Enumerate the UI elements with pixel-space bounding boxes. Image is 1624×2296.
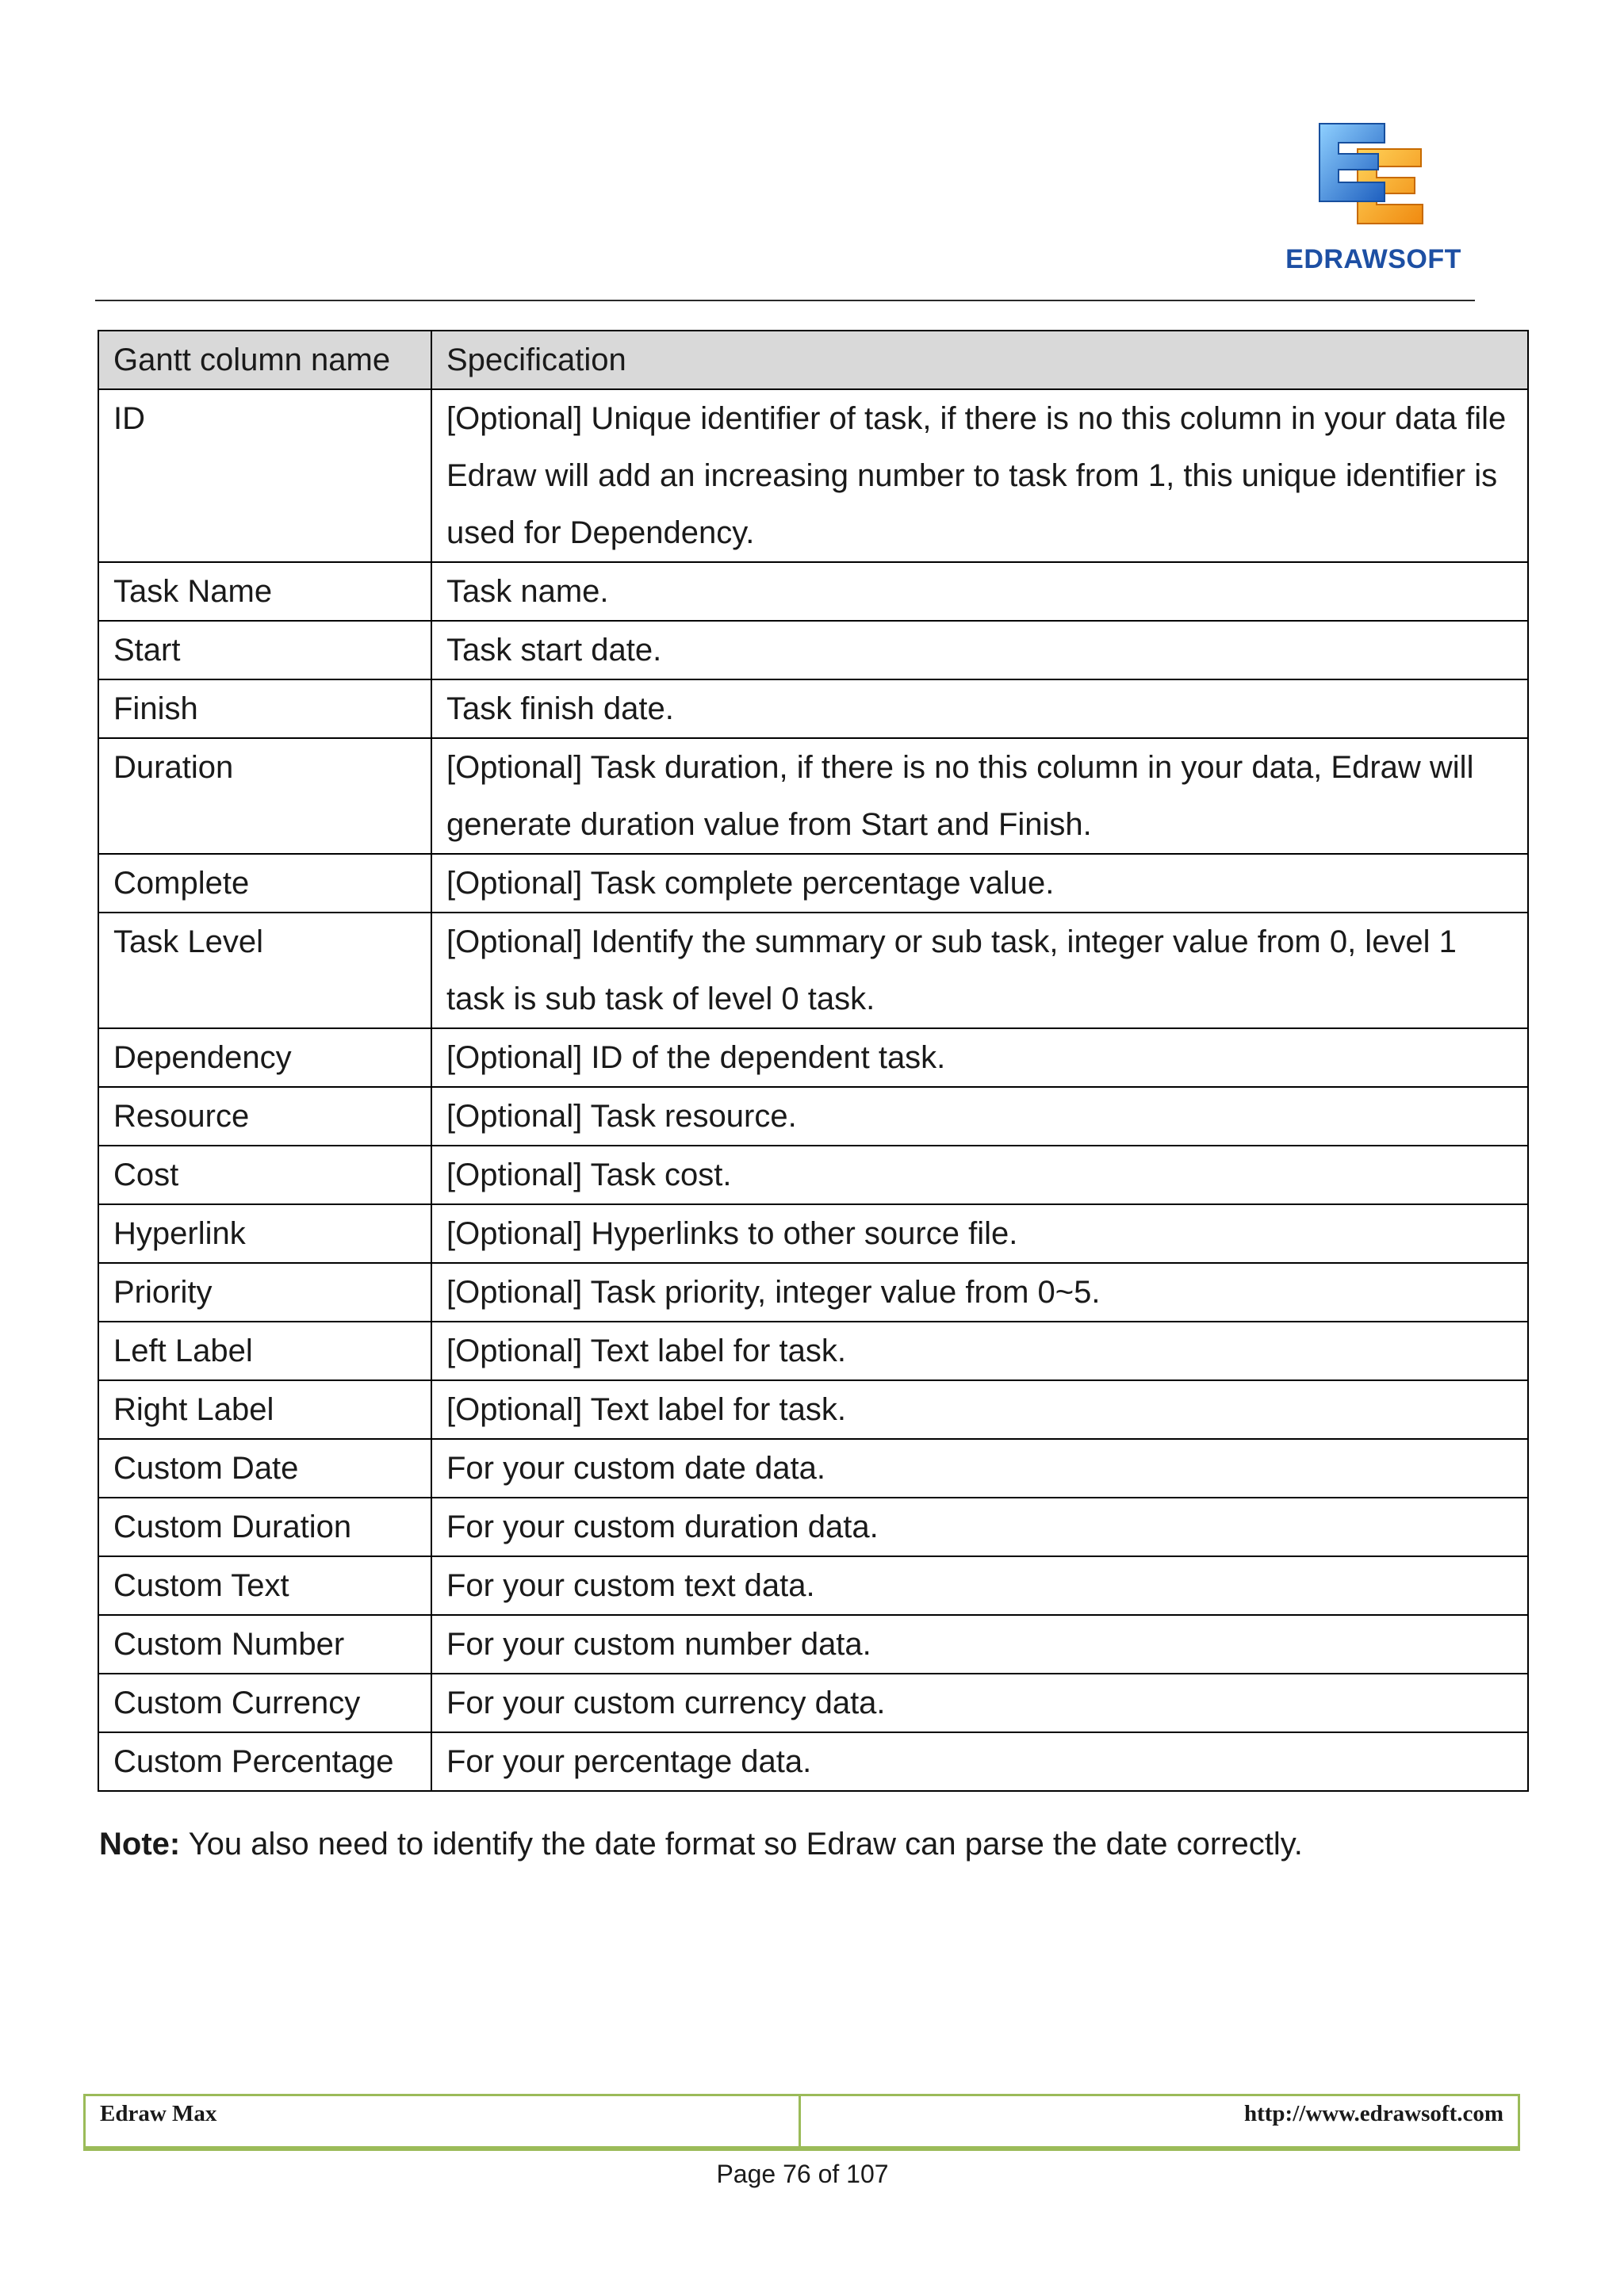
- specification-cell: [Optional] Task resource.: [431, 1087, 1528, 1146]
- table-row: [98, 1498, 1528, 1556]
- specification-cell: [Optional] Identify the summary or sub task, integer value from 0, level 1 task is sub task of level 0 task.: [431, 913, 1528, 1028]
- column-name-cell: Task Name: [98, 562, 431, 621]
- column-header-name: Gantt column name: [98, 331, 431, 389]
- table-row: [98, 1380, 1528, 1439]
- table-row: [98, 1204, 1528, 1263]
- table-row: [98, 1146, 1528, 1204]
- column-name-cell: Hyperlink: [98, 1204, 431, 1263]
- column-name-cell: Task Level: [98, 913, 431, 1028]
- footer-divider: [799, 2096, 801, 2146]
- specification-cell: [Optional] ID of the dependent task.: [431, 1028, 1528, 1087]
- specification-cell: [Optional] Text label for task.: [431, 1322, 1528, 1380]
- table-header-row: [98, 331, 1528, 389]
- table-row: [98, 913, 1528, 1028]
- specification-cell: Task name.: [431, 562, 1528, 621]
- column-name-cell: Dependency: [98, 1028, 431, 1087]
- specification-cell: For your custom currency data.: [431, 1674, 1528, 1732]
- table-row: [98, 854, 1528, 913]
- specification-cell: [Optional] Hyperlinks to other source file.: [431, 1204, 1528, 1263]
- edrawsoft-logo: [1278, 117, 1469, 276]
- specification-cell: [Optional] Task complete percentage value.: [431, 854, 1528, 913]
- column-name-cell: ID: [98, 389, 431, 562]
- column-name-cell: Custom Number: [98, 1615, 431, 1674]
- note-paragraph: [99, 1820, 1526, 1868]
- column-name-cell: Left Label: [98, 1322, 431, 1380]
- table-row: [98, 679, 1528, 738]
- column-name-cell: Duration: [98, 738, 431, 854]
- table-row: [98, 1439, 1528, 1498]
- specification-cell: For your custom number data.: [431, 1615, 1528, 1674]
- column-name-cell: Start: [98, 621, 431, 679]
- specification-cell: Task finish date.: [431, 679, 1528, 738]
- table-row: [98, 1732, 1528, 1791]
- column-name-cell: Complete: [98, 854, 431, 913]
- specification-cell: [Optional] Text label for task.: [431, 1380, 1528, 1439]
- specification-cell: [Optional] Task cost.: [431, 1146, 1528, 1204]
- column-name-cell: Custom Currency: [98, 1674, 431, 1732]
- column-name-cell: Custom Duration: [98, 1498, 431, 1556]
- table-row: [98, 1263, 1528, 1322]
- table-row: [98, 1556, 1528, 1615]
- column-name-cell: Resource: [98, 1087, 431, 1146]
- specification-cell: [Optional] Task priority, integer value from 0~5.: [431, 1263, 1528, 1322]
- table-row: [98, 621, 1528, 679]
- column-name-cell: Custom Percentage: [98, 1732, 431, 1791]
- table-row: [98, 1028, 1528, 1087]
- specification-cell: For your custom text data.: [431, 1556, 1528, 1615]
- table-row: [98, 1615, 1528, 1674]
- column-header-specification: Specification: [431, 331, 1528, 389]
- table-row: [98, 738, 1528, 854]
- page-number: Page 76 of 107: [716, 2160, 889, 2188]
- footer-product-name: Edraw Max: [100, 2101, 217, 2126]
- specification-cell: Task start date.: [431, 621, 1528, 679]
- specification-cell: For your custom date data.: [431, 1439, 1528, 1498]
- table-row: [98, 562, 1528, 621]
- column-name-cell: Right Label: [98, 1380, 431, 1439]
- column-name-cell: Finish: [98, 679, 431, 738]
- table-row: [98, 389, 1528, 562]
- column-name-cell: Priority: [98, 1263, 431, 1322]
- table-row: [98, 1674, 1528, 1732]
- gantt-column-table: [98, 330, 1529, 1792]
- table-row: [98, 1087, 1528, 1146]
- specification-cell: [Optional] Task duration, if there is no this column in your data, Edraw will generate duration value from Start and Finish.: [431, 738, 1528, 854]
- specification-cell: [Optional] Unique identifier of task, if there is no this column in your data file Edraw will add an increasing number to task from 1, this unique identifier is used for Dependency.: [431, 389, 1528, 562]
- logo-text: EDRAWSOFT: [1285, 244, 1461, 274]
- edrawsoft-logo-icon: [1312, 117, 1438, 236]
- specification-cell: For your percentage data.: [431, 1732, 1528, 1791]
- column-name-cell: Cost: [98, 1146, 431, 1204]
- note-text: You also need to identify the date format so Edraw can parse the date correctly.: [180, 1827, 1303, 1862]
- note-label: Note:: [99, 1827, 181, 1862]
- specification-cell: For your custom duration data.: [431, 1498, 1528, 1556]
- table-row: [98, 1322, 1528, 1380]
- column-name-cell: Custom Date: [98, 1439, 431, 1498]
- footer: [83, 2094, 1520, 2151]
- footer-website-url: http://www.edrawsoft.com: [1243, 2101, 1503, 2126]
- column-name-cell: Custom Text: [98, 1556, 431, 1615]
- header-divider: [95, 300, 1475, 301]
